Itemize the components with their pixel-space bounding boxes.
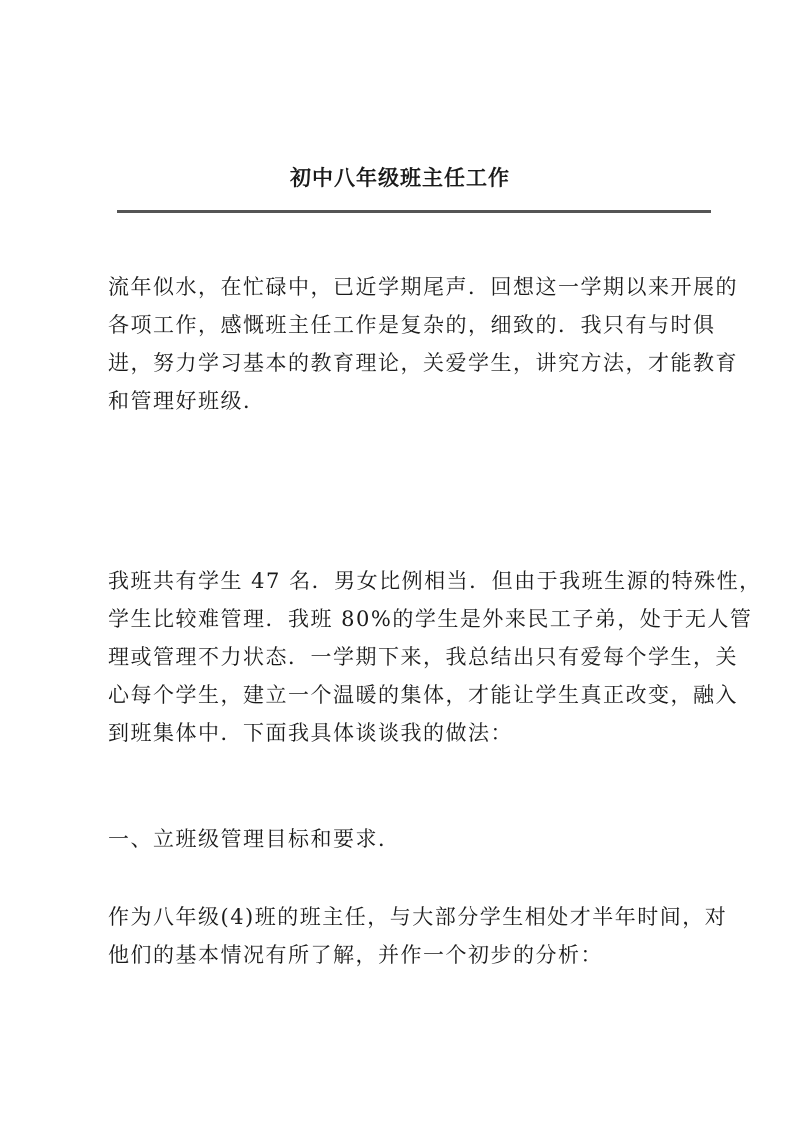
text-line: 心每个学生，建立一个温暖的集体，才能让学生真正改变，融入 (108, 683, 738, 707)
text-line: 作为八年级(4)班的班主任，与大部分学生相处才半年时间，对 (108, 905, 728, 929)
section-heading (108, 820, 712, 858)
title-underline (117, 210, 711, 213)
paragraph-class-overview (108, 562, 762, 752)
text-line: 进，努力学习基本的教育理论，关爱学生，讲究方法，才能教育 (108, 351, 738, 375)
paragraph-analysis (108, 898, 728, 974)
paragraph-intro (108, 268, 738, 420)
text-line: 学生比较难管理．我班 80%的学生是外来民工子弟，处于无人管 (108, 607, 753, 631)
text-line: 到班集体中．下面我具体谈谈我的做法： (108, 721, 513, 745)
document-title: 初中八年级班主任工作 (290, 165, 510, 190)
text-line: 流年似水，在忙碌中，已近学期尾声．回想这一学期以来开展的 (108, 275, 738, 299)
text-line: 我班共有学生 47 名．男女比例相当．但由于我班生源的特殊性， (108, 569, 762, 593)
text-line: 和管理好班级． (108, 389, 266, 413)
text-line: 各项工作，感慨班主任工作是复杂的，细致的．我只有与时俱 (108, 313, 716, 337)
text-line: 理或管理不力状态．一学期下来，我总结出只有爱每个学生，关 (108, 645, 738, 669)
text-line: 一、立班级管理目标和要求． (108, 827, 401, 851)
text-line: 他们的基本情况有所了解，并作一个初步的分析： (108, 943, 603, 967)
